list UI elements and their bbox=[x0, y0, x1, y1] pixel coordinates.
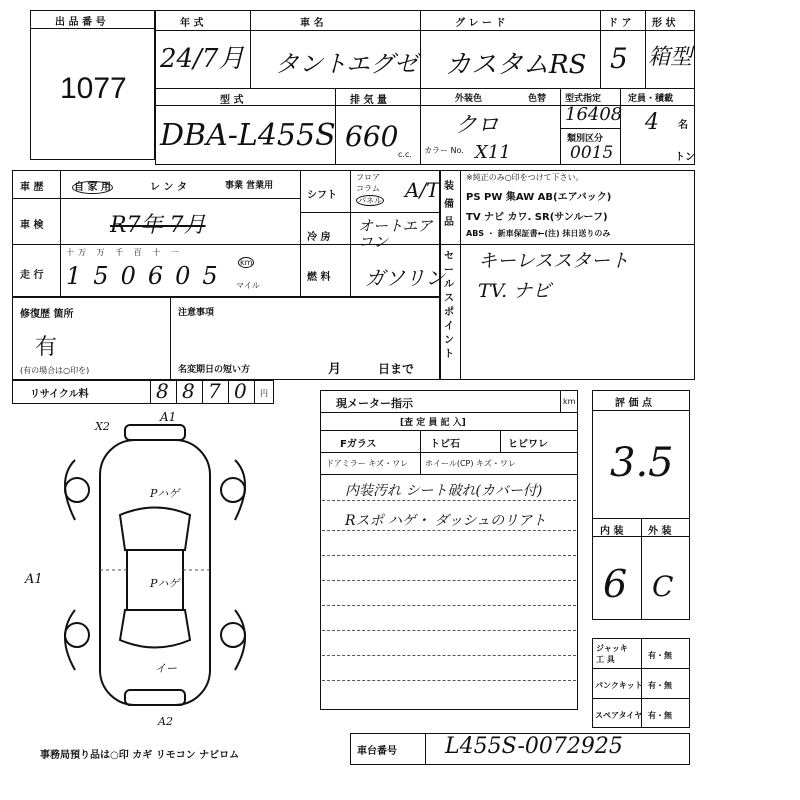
mileage-label: 走 行 bbox=[20, 270, 44, 281]
color-code-label: カラー No. bbox=[424, 146, 464, 155]
chassis-value: L455S-0072925 bbox=[445, 734, 623, 759]
inspection-label: 車 検 bbox=[20, 220, 44, 231]
col-displacement: 排 気 量 bbox=[350, 95, 387, 106]
diagram-mark-x2: X2 bbox=[95, 420, 110, 433]
repair-value: 有 bbox=[35, 335, 58, 360]
diagram-mark-a2: A2 bbox=[158, 715, 173, 728]
shift-option-column: コラム bbox=[356, 184, 380, 193]
interior-value: 6 bbox=[603, 562, 628, 606]
history-business: 事業 営業用 bbox=[225, 181, 274, 191]
inspector-note-2: Rスポ ハゲ・ ダッシュのリアト bbox=[345, 513, 547, 529]
chassis-label: 車台番号 bbox=[357, 746, 397, 757]
col-color-no: 色替 bbox=[528, 94, 547, 104]
year-value: 24/7月 bbox=[160, 44, 245, 74]
capacity-value: 4 bbox=[645, 110, 659, 135]
ac-value: オートエアコン bbox=[358, 217, 433, 251]
door-mirror-label: ドアミラー キズ・ワレ bbox=[326, 459, 409, 468]
col-shape: 形 状 bbox=[652, 18, 676, 29]
sales-point-2: TV. ナビ bbox=[478, 280, 552, 302]
interior-label: 内 装 bbox=[600, 526, 624, 537]
model-value: DBA-L455S bbox=[160, 118, 336, 153]
equipment-side-label: 装備品 bbox=[444, 181, 454, 228]
recycle-digit-2: 8 bbox=[182, 379, 195, 403]
car-value: タントエグゼ bbox=[275, 50, 419, 78]
jack-value: 有・無 bbox=[648, 651, 672, 660]
diagram-mark-a1-top: A1 bbox=[160, 410, 177, 424]
mileage-units: 十万 万 千 百 十 一 bbox=[66, 248, 183, 257]
recycle-digit-4: 0 bbox=[234, 379, 247, 403]
col-exterior: 外装色 bbox=[455, 94, 483, 104]
meter-unit: km bbox=[563, 397, 576, 406]
crack-label: ヒビワレ bbox=[508, 439, 548, 450]
type-spec-value: 16408 bbox=[565, 104, 623, 125]
km-label: km bbox=[240, 258, 253, 267]
recycle-unit: 円 bbox=[260, 389, 268, 398]
spare-value: 有・無 bbox=[648, 711, 672, 720]
col-year: 年 式 bbox=[180, 18, 204, 29]
meter-label: 現メーター指示 bbox=[336, 397, 413, 410]
recycle-digit-1: 8 bbox=[156, 379, 169, 403]
shift-value: A/T bbox=[405, 178, 440, 202]
inspection-value: R7年 7月 bbox=[110, 213, 206, 238]
repair-label: 修復歴 箇所 bbox=[20, 309, 74, 320]
color-code-value: X11 bbox=[475, 142, 511, 163]
ac-label: 冷 房 bbox=[307, 232, 331, 243]
col-model: 型 式 bbox=[220, 95, 244, 106]
fuel-label: 燃 料 bbox=[307, 272, 331, 283]
col-doors: ド ア bbox=[608, 18, 632, 29]
inspector-title: [査 定 員 記 入] bbox=[400, 418, 466, 428]
shift-label: シフト bbox=[307, 190, 337, 201]
col-capacity: 定員・積載 bbox=[628, 94, 674, 104]
sales-side-label: セールスポイント bbox=[444, 251, 454, 360]
puncture-label: パンクキット bbox=[595, 681, 643, 690]
equipment-note: ※純正のみ○印をつけて下さい。 bbox=[466, 173, 584, 182]
equipment-line-2: TV ナビ カワ. SR(サンルーフ) bbox=[466, 212, 608, 223]
shape-value: 箱型 bbox=[648, 45, 693, 70]
color-value: クロ bbox=[455, 113, 500, 138]
spare-label: スペアタイヤ bbox=[595, 711, 643, 720]
diagram-mark-roof: Pハゲ bbox=[150, 577, 180, 590]
mile-label: マイル bbox=[236, 281, 260, 290]
equipment-line-3: ABS ・ 新車保証書←(注) 抹日送りのみ bbox=[466, 229, 611, 238]
sales-point-1: キーレススタート bbox=[478, 250, 630, 272]
col-type-spec: 型式指定 bbox=[565, 94, 602, 104]
col-category: 類別区分 bbox=[567, 134, 604, 144]
history-label: 車 歴 bbox=[20, 182, 44, 193]
col-grade: グ レ ー ド bbox=[455, 18, 506, 29]
inspector-note-1: 内装汚れ シート破れ(カバー付) bbox=[345, 483, 543, 499]
mileage-digits: 150605 bbox=[66, 262, 230, 290]
shift-option-panel: パネル bbox=[358, 196, 382, 205]
jack-label: ジャッキ 工 具 bbox=[596, 644, 628, 664]
office-note: 事務局預り品は○印 カギ リモコン ナビロム bbox=[40, 750, 240, 761]
shift-option-floor: フロア bbox=[356, 173, 380, 182]
doors-value: 5 bbox=[610, 42, 628, 75]
displacement-value: 660 bbox=[345, 120, 399, 153]
score-value: 3.5 bbox=[610, 440, 674, 486]
lot-number: 1077 bbox=[60, 72, 127, 105]
ton-unit: トン bbox=[675, 152, 695, 163]
repair-note: (有の場合は○印を) bbox=[20, 366, 90, 375]
rename-label: 名変期日の短い方 bbox=[178, 365, 251, 375]
rename-day: 日まで bbox=[378, 362, 415, 376]
diagram-mark-rear: イー bbox=[155, 662, 177, 675]
col-car: 車 名 bbox=[300, 18, 324, 29]
caution-label: 注意事項 bbox=[178, 308, 215, 318]
rename-month: 月 bbox=[328, 362, 342, 377]
history-private: 自 家 用 bbox=[74, 182, 111, 193]
history-rental: レ ン タ bbox=[150, 182, 187, 193]
diagram-mark-hood: Pハゲ bbox=[150, 487, 180, 500]
puncture-value: 有・無 bbox=[648, 681, 672, 690]
capacity-unit: 名 bbox=[678, 120, 688, 131]
recycle-digit-3: 7 bbox=[208, 379, 221, 403]
recycle-label: リサイクル料 bbox=[30, 389, 89, 400]
fuel-value: ガソリン bbox=[365, 266, 445, 290]
exterior-value: C bbox=[652, 570, 674, 603]
exterior-label: 外 装 bbox=[648, 526, 672, 537]
wheel-label: ホイール(CP) キズ・ワレ bbox=[425, 459, 516, 468]
grade-value: カスタムRS bbox=[445, 50, 587, 80]
diagram-mark-a1-left: A1 bbox=[25, 572, 43, 587]
cc-unit: c.c. bbox=[398, 150, 412, 159]
tobiishi-label: トビ石 bbox=[430, 439, 460, 450]
lot-label: 出 品 番 号 bbox=[55, 17, 106, 28]
category-value: 0015 bbox=[570, 143, 614, 163]
score-label: 評 価 点 bbox=[615, 398, 652, 409]
f-glass-label: Fガラス bbox=[340, 439, 377, 450]
equipment-line-1: PS PW 集AW AB(エアバック) bbox=[466, 192, 612, 203]
